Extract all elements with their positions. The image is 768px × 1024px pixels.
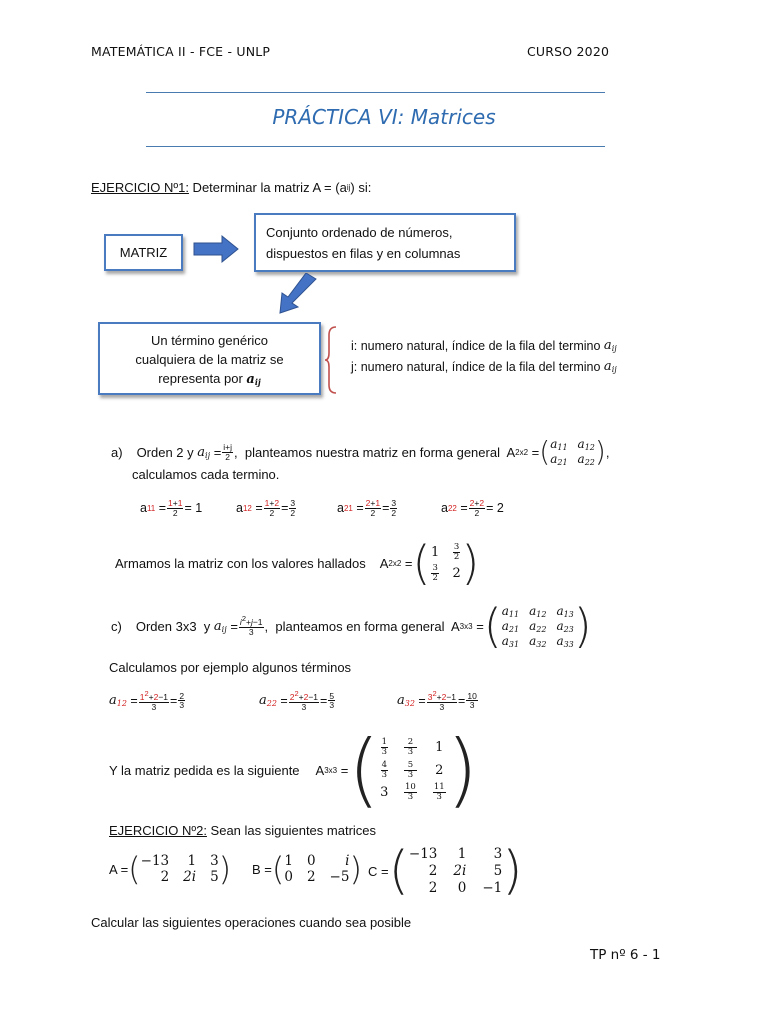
part-a-line: a) Orden 2 y $a_{ij}$ = $\frac{i+j}{2}$ , planteamos nuestra matriz en forma general A 2x2 = ( $a_{11}$ $a_{12}$ $a_{21}$ $a_{22}$ ) , [111, 435, 610, 468]
matrix-cell: 2i [183, 869, 197, 885]
matrix-cell: 0 [306, 853, 316, 869]
matrix-A-line: A = ( −13 1 3 2 2i 5 ) [109, 850, 232, 888]
matrix-cell: 1 [187, 853, 197, 869]
matrix-cell: 2 [428, 862, 438, 879]
header-right: CURSO 2020 [527, 44, 610, 59]
matrix-cell: 0 [457, 879, 467, 896]
c-a12-calc: $a_{12}$ = $\frac{12+2-1}{3}$ = $\frac{2}{3}$ [109, 689, 185, 712]
generic-term-box: Un término genérico cualquiera de la matriz se representa por $a_{ij}$ [98, 322, 321, 395]
matrix-a2x2-general: ( $a_{11}$ $a_{12}$ $a_{21}$ $a_{22}$ ) [539, 435, 606, 468]
matrix-a3x3-general: ( $a_{11}$ $a_{12}$ $a_{13}$ $a_{21}$ $a_{22}$ $a_{23}$ $a_{31}$ $a_{32}$ $a_{33}$ ) [483, 599, 592, 653]
matrix-cell: 2i [453, 862, 467, 879]
exercise-2-heading: EJERCICIO Nº2: Sean las siguientes matrices [109, 823, 377, 838]
matrix-a2x2-values: ( 1 $\frac{3}{2}$ $\frac{3}{2}$ 2 ) [412, 536, 480, 590]
a12-calc: a 12 = $\frac{1+2}{2}$ = $\frac{3}{2}$ [236, 498, 296, 518]
title-rule-top [146, 92, 605, 93]
matrix-cell: 1 [457, 845, 467, 862]
a21-calc: a 21 = $\frac{2+1}{2}$ = $\frac{3}{2}$ [337, 498, 397, 518]
a22-calc: a 22 = $\frac{2+2}{2}$ = 2 [441, 498, 504, 518]
matrix-C: ( −13 1 3 2 2i 5 2 0 −1 ) [388, 841, 523, 901]
right-arrow-icon [190, 234, 242, 264]
matrix-cell: 2 [160, 869, 170, 885]
matrix-A: ( −13 1 3 2 2i 5 ) [128, 850, 232, 888]
exercise-1-heading: EJERCICIO Nº1: Determinar la matriz A = (a ij ) si: [91, 180, 372, 195]
matrix-cell: 3 [493, 845, 503, 862]
c-a22-calc: $a_{22}$ = $\frac{22+2-1}{3}$ = $\frac{5}{3}$ [259, 689, 335, 712]
matrix-cell: −5 [329, 869, 350, 885]
matrix-cell: −13 [408, 845, 438, 862]
matrix-B-line: B = ( 1 0 i 0 2 −5 ) [252, 850, 362, 888]
matrix-B: ( 1 0 i 0 2 −5 ) [271, 850, 362, 888]
matrix-cell: 1 [284, 853, 293, 869]
index-i-description: i: numero natural, índice de la fila del termino $a_{ij}$ [351, 338, 617, 353]
matrix-C-line: C = ( −13 1 3 2 2i 5 2 0 −1 ) [368, 841, 523, 901]
part-c-line: c) Orden 3x3 y $a_{ij}$ = $\frac{i2+j-1}{3}$ , planteamos en forma general A 3x3 = ( $a_{11}$ $a_{12}$ $a_{13}$ $a_{21}$ $a_{22}$ $a_{23}$ $a_{31}$ $a_{32}$ $a_{33}$ ) [111, 599, 592, 653]
part-c-calc-intro: Calculamos por ejemplo algunos términos [109, 660, 352, 675]
matrix-a3x3-result-line: Y la matriz pedida es la siguiente A 3x3 = ( $\frac{1}{3}$ $\frac{2}{3}$ 1 $\frac{4}{3}$ $\frac{5}{3}$ 2 3 $\frac{10}{3}$ $\frac{11}{3}$ ) [109, 723, 478, 816]
definition-box: Conjunto ordenado de números, dispuestos en filas y en columnas [254, 213, 516, 272]
matrix-cell: −13 [140, 853, 170, 869]
matrix-cell: 5 [493, 862, 503, 879]
matrix-cell: −1 [482, 879, 503, 896]
header-left: MATEMÁTICA II - FCE - UNLP [91, 44, 271, 59]
matrix-cell: 0 [284, 869, 293, 885]
c-a32-calc: $a_{32}$ = $\frac{32+2-1}{3}$ = $\frac{10}{3}$ [397, 689, 477, 712]
part-a-line-2: calculamos cada termino. [132, 467, 280, 482]
matrix-cell: 5 [210, 869, 219, 885]
page-title: PRÁCTICA VI: Matrices [272, 105, 496, 129]
page-footer: TP nº 6 - 1 [590, 947, 661, 963]
matrix-cell: 2 [428, 879, 438, 896]
matrix-cell: i [345, 853, 350, 869]
matrix-cell: 2 [306, 869, 316, 885]
a11-calc: a 11 = $\frac{1+1}{2}$ = 1 [140, 498, 203, 518]
matrix-a3x3-values: ( $\frac{1}{3}$ $\frac{2}{3}$ 1 $\frac{4}{3}$ $\frac{5}{3}$ 2 3 $\frac{10}{3}$ $\frac{11}{3}$ ) [348, 723, 478, 816]
matrix-cell: 3 [210, 853, 219, 869]
title-rule-bottom [146, 146, 605, 147]
matriz-box: MATRIZ [104, 234, 183, 271]
index-j-description: j: numero natural, índice de la fila del termino $a_{ij}$ [351, 359, 617, 374]
brace-icon [324, 326, 338, 394]
matrix-a2x2-result-line: Armamos la matriz con los valores hallados A 2x2 = ( 1 $\frac{3}{2}$ $\frac{3}{2}$ 2 ) [115, 536, 480, 590]
down-left-arrow-icon [276, 273, 322, 317]
calc-instruction: Calcular las siguientes operaciones cuando sea posible [91, 915, 412, 930]
